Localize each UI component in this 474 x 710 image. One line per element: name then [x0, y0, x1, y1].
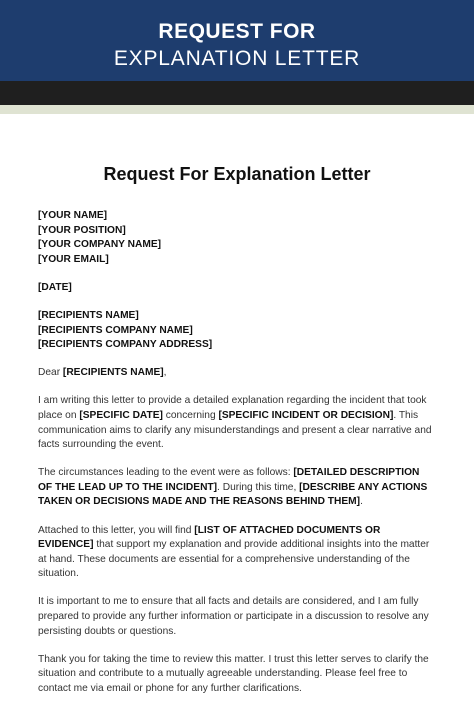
paragraph-3 — [38, 524, 436, 582]
p1-placeholder-date: [SPECIFIC DATE] — [79, 409, 163, 421]
paragraph-5: Thank you for taking the time to review this matter. I trust this letter serves to clarify the situation and contribute to a mutually agreeable understanding. Please feel free to contact me via email or phone for any further clarifications. — [38, 653, 429, 694]
p1-placeholder-incident: [SPECIFIC INCIDENT OR DECISION] — [218, 409, 394, 421]
p2-placeholder-actions: [DESCRIBE ANY ACTIONS TAKEN OR DECISIONS MADE AND THE REASONS BEHIND THEM] — [38, 481, 428, 508]
sender-email: [YOUR EMAIL] — [38, 253, 109, 265]
salutation-name: [RECIPIENTS NAME] — [62, 367, 164, 379]
paragraph-2 — [38, 466, 436, 510]
header-banner — [0, 0, 474, 81]
p1-text-1: I am writing this letter to provide a detailed explanation regarding the incident that took place on — [38, 395, 427, 421]
paragraph-1 — [38, 394, 436, 452]
letter-date: [DATE] — [38, 281, 72, 293]
salutation-suffix: , — [163, 367, 167, 379]
paragraph-4: It is important to me to ensure that all facts and details are considered, and I am fully prepared to provide any further information or participate in a discussion to resolve any persisting doubts or questions. — [38, 596, 429, 637]
p2-text-1: The circumstances leading to the event were as follows: — [38, 467, 294, 479]
p3-text-2: that support my explanation and provide additional insights into the matter at hand. These documents are essential for a comprehensive understanding of the situation. — [38, 539, 430, 580]
sender-company: [YOUR COMPANY NAME] — [38, 239, 162, 251]
recipient-block — [38, 309, 436, 353]
p2-placeholder-description: [DETAILED DESCRIPTION OF THE LEAD UP TO THE INCIDENT] — [38, 467, 420, 493]
p2-text-2: . During this time, — [217, 481, 300, 493]
header-line-2: EXPLANATION LETTER — [113, 47, 361, 70]
salutation-prefix: Dear — [38, 367, 63, 379]
recipient-company: [RECIPIENTS COMPANY NAME] — [38, 324, 193, 336]
sender-block — [38, 209, 436, 267]
p3-text-1: Attached to this letter, you will find — [38, 524, 195, 536]
sender-position: [YOUR POSITION] — [38, 224, 126, 236]
recipient-name: [RECIPIENTS NAME] — [38, 309, 139, 321]
header-line-1: REQUEST FOR — [158, 20, 316, 43]
decorative-light-band — [0, 105, 474, 114]
document-title: Request For Explanation Letter — [103, 164, 371, 184]
p2-text-3: . — [360, 496, 363, 508]
p1-text-3: . This communication aims to clarify any misunderstandings and present a clear narrative and facts surrounding the event. — [38, 409, 432, 451]
p1-text-2: concerning — [162, 409, 219, 421]
date-block — [38, 281, 436, 296]
recipient-address: [RECIPIENTS COMPANY ADDRESS] — [38, 339, 213, 351]
decorative-dark-band — [0, 81, 474, 105]
p3-placeholder-attachments: [LIST OF ATTACHED DOCUMENTS OR EVIDENCE] — [38, 524, 381, 551]
sender-name: [YOUR NAME] — [38, 210, 108, 221]
salutation — [38, 366, 436, 381]
letter-body — [38, 209, 436, 710]
